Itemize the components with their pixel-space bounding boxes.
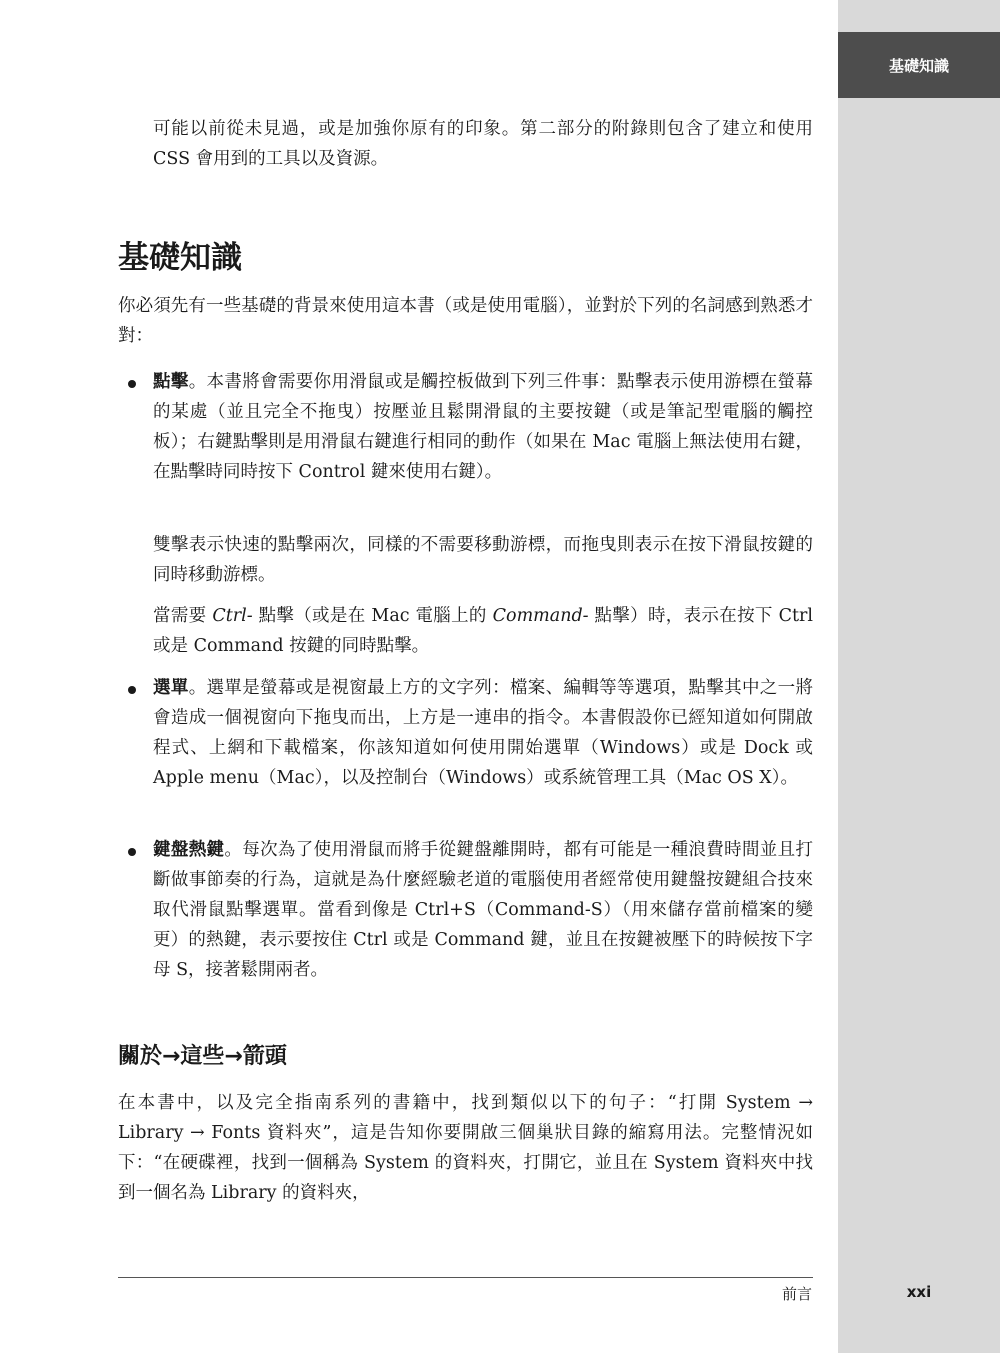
bullet-marker [128,380,136,388]
subsection-paragraph: 在本書中，以及完全指南系列的書籍中，找到類似以下的句子：“打開 System → Library → Fonts 資料夾”，這是告知你要開啟三個巢狀目錄的縮寫用法。完整情況如下：“在硬碟裡，找到一個稱為 System 的資料夾，打開它，並且在 System 資料夾中找到一個名為 Library 的資料夾， [118,1093,813,1203]
bullet-text: 。每次為了使用滑鼠而將手從鍵盤離開時，都有可能是一種浪費時間並且打斷做事節奏的行為，這就是為什麼經驗老道的電腦使用者經常使用鍵盤按鍵組合技來取代滑鼠點擊選單。當看到像是 Ctrl+S（Command-S）（用來儲存當前檔案的變更）的熱鍵，表示要按住 Ctrl 或是 Command 鍵，並且在按鍵被壓下的時候按下字母 S，接著鬆開兩者。 [153,840,813,980]
footer-section-label: 前言 [781,1285,812,1303]
bullet-item-shortcuts [153,835,813,985]
double-click-paragraph: 雙擊表示快速的點擊兩次，同樣的不需要移動游標，而拖曳則表示在按下滑鼠按鍵的同時移動游標。 [153,535,813,585]
page-number: xxi [906,1283,932,1301]
bullet-marker [128,686,136,694]
ctrl-click-paragraph: 當需要 Ctrl- 點擊（或是在 Mac 電腦上的 Command- 點擊）時，表示在按下 Ctrl 或是 Command 按鍵的同時點擊。 [153,606,814,656]
bullet-term: 點擊 [153,372,189,392]
side-thumb-band [838,0,1000,1353]
bullet-text: 。本書將會需要你用滑鼠或是觸控板做到下列三件事：點擊表示使用游標在螢幕的某處（並且完全不拖曳）按壓並且鬆開滑鼠的主要按鍵（或是筆記型電腦的觸控板）；右鍵點擊則是用滑鼠右鍵進行相同的動作（如果在 Mac 電腦上無法使用右鍵，在點擊時同時按下 Control 鍵來使用右鍵）。 [153,372,814,482]
subsection-heading: 關於→這些→箭頭 [118,1044,287,1069]
section-heading: 基礎知識 [118,240,242,276]
section-lead-paragraph: 你必須先有一些基礎的背景來使用這本書（或是使用電腦），並對於下列的名詞感到熟悉才對： [118,296,813,346]
bullet-term: 選單 [153,678,189,698]
bullet-item-menu [153,673,813,793]
bullet-item-click [153,367,813,487]
chapter-tab: 基礎知識 [838,32,1000,98]
intro-paragraph: 可能以前從未見過，或是加強你原有的印象。第二部分的附錄則包含了建立和使用 CSS 會用到的工具以及資源。 [153,119,813,169]
bullet-term: 鍵盤熱鍵 [153,840,225,860]
bullet-text: 。選單是螢幕或是視窗最上方的文字列：檔案、編輯等等選項，點擊其中之一將會造成一個視窗向下拖曳而出，上方是一連串的指令。本書假設你已經知道如何開啟程式、上網和下載檔案，你該知道如何使用開始選單（Windows）或是 Dock 或 Apple menu（Mac），以及控制台（Windows）或系統管理工具（Mac OS X）。 [153,678,814,788]
footer-rule [118,1277,813,1278]
bullet-marker [128,848,136,856]
